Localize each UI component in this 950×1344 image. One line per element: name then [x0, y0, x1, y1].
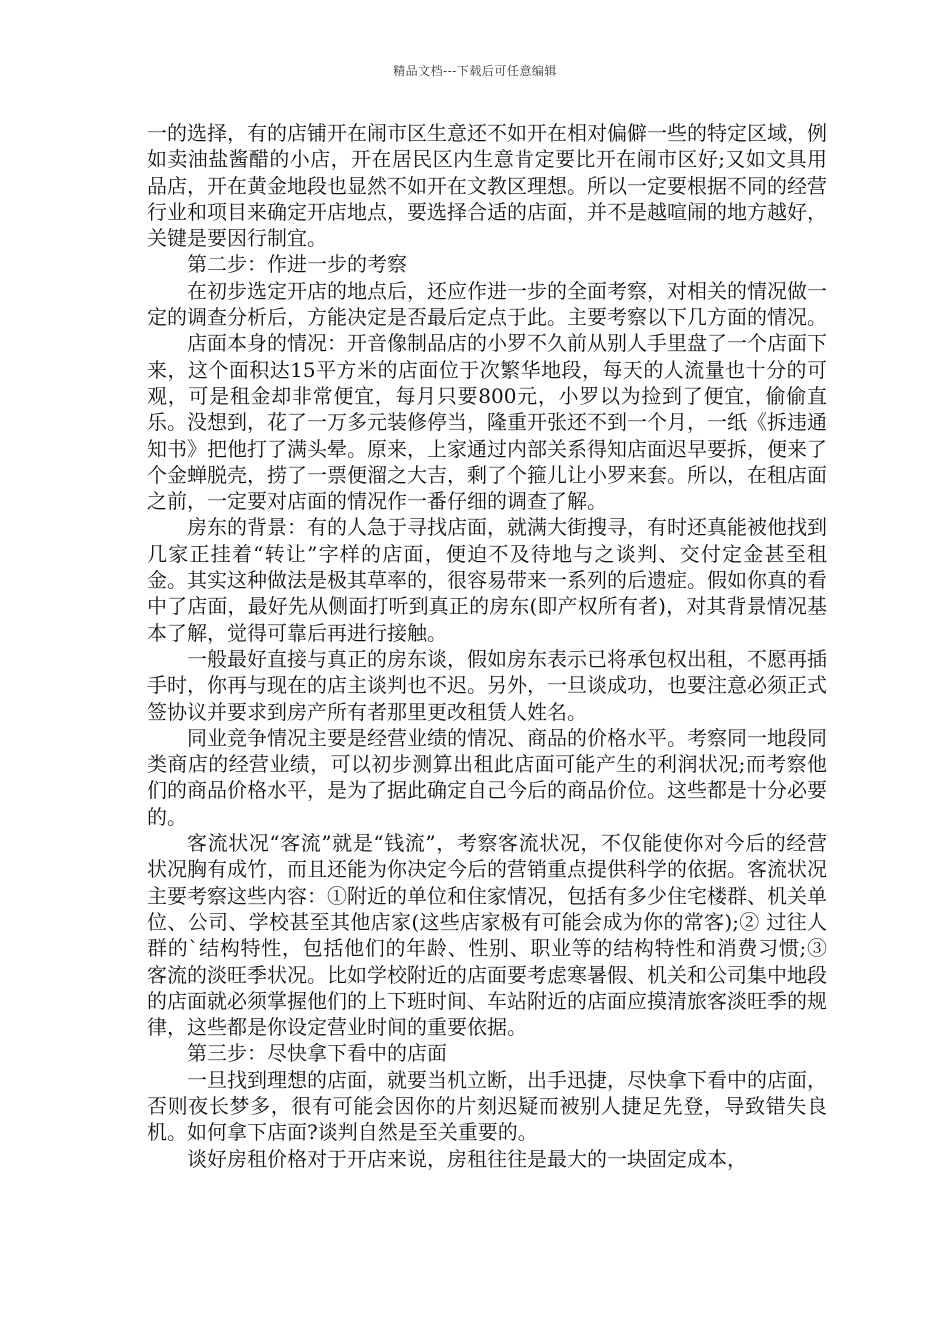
- paragraph: 谈好房租价格对于开店来说，房租往往是最大的一块固定成本，: [187, 1146, 747, 1171]
- paragraph: 房东的背景：有的人急于寻找店面，就满大街搜寻，有时还真能被他找到几家正挂着“转让”字样的店面，便迫不及待地与之谈判、交付定金甚至租金。其实这种做法是极其草率的，很容易带来一系列的后遗症。假如你真的看中了店面，最好先从侧面打听到真正的房东(即产权所有者)，对其背景情况基本了解，觉得可靠后再进行接触。: [147, 515, 827, 645]
- paragraph: 在初步选定开店的地点后，还应作进一步的全面考察，对相关的情况做一定的调查分析后，方能决定是否最后定点于此。主要考察以下几方面的情况。: [147, 278, 827, 330]
- paragraph: 一旦找到理想的店面，就要当机立断，出手迅捷，尽快拿下看中的店面，否则夜长梦多，很有可能会因你的片刻迟疑而被别人捷足先登，导致错失良机。如何拿下店面?谈判自然是至关重要的。: [147, 1067, 827, 1145]
- paragraph-continuation: 一的选择，有的店铺开在闹市区生意还不如开在相对偏僻一些的特定区域，例如卖油盐酱醋的小店，开在居民区内生意肯定要比开在闹市区好;又如文具用品店，开在黄金地段也显然不如开在文教区理想。所以一定要根据不同的经营行业和项目来确定开店地点，要选择合适的店面，并不是越喧闹的地方越好，关键是要因行制宜。: [147, 121, 827, 251]
- paragraph: 一般最好直接与真正的房东谈，假如房东表示已将承包权出租，不愿再插手时，你再与现在的店主谈判也不迟。另外，一旦谈成功，也要注意必须正式签协议并要求到房产所有者那里更改租赁人姓名。: [147, 646, 827, 724]
- paragraph: 同业竞争情况主要是经营业绩的情况、商品的价格水平。考察同一地段同类商店的经营业绩，可以初步测算出租此店面可能产生的利润状况;而考察他们的商品价格水平，是为了据此确定自己今后的商品价位。这些都是十分必要的。: [147, 725, 827, 829]
- page-header: 精品文档---下载后可任意编辑: [393, 64, 557, 78]
- document-body: [147, 120, 827, 1172]
- paragraph: 客流状况“客流”就是“钱流”，考察客流状况，不仅能使你对今后的经营状况胸有成竹，而且还能为你决定今后的营销重点提供科学的依据。客流状况主要考察这些内容：①附近的单位和住家情况，包括有多少住宅楼群、机关单位、公司、学校甚至其他店家(这些店家极有可能会成为你的常客);② 过往人群的`结构特性，包括他们的年龄、性别、职业等的结构特性和消费习惯;③ 客流的淡旺季状况。比如学校附近的店面要考虑寒暑假、机关和公司集中地段的店面就必须掌握他们的上下班时间、车站附近的店面应摸清旅客淡旺季的规律，这些都是你设定营业时间的重要依据。: [147, 831, 827, 1040]
- paragraph: 店面本身的情况：开音像制品店的小罗不久前从别人手里盘了一个店面下来，这个面积达15平方米的店面位于次繁华地段，每天的人流量也十分的可观，可是租金却非常便宜，每月只要800元，小罗以为捡到了便宜，偷偷直乐。没想到，花了一万多元装修停当，隆重开张还不到一个月，一纸《拆违通知书》把他打了满头晕。原来，上家通过内部关系得知店面迟早要拆，便来了个金蝉脱壳，捞了一票便溜之大吉，剩了个箍儿让小罗来套。所以，在租店面之前，一定要对店面的情况作一番仔细的调查了解。: [147, 331, 827, 514]
- section-heading-step-3: 第三步：尽快拿下看中的店面: [187, 1041, 447, 1066]
- section-heading-step-2: 第二步：作进一步的考察: [187, 252, 407, 277]
